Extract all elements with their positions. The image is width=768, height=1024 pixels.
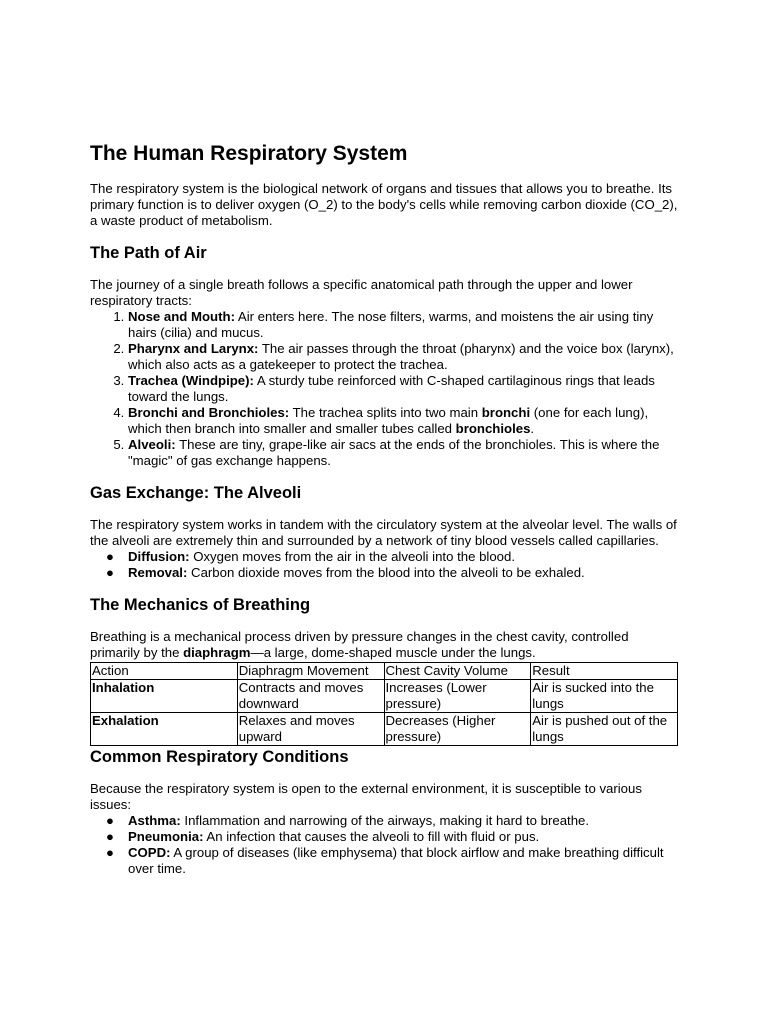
conditions-intro: Because the respiratory system is open to the external environment, it is susceptible to various issues: [90,781,642,812]
list-item [106,813,678,829]
list-item-text: (one for each lung), which then branch into smaller and smaller tubes called [128,405,649,436]
heading-conditions: Common Respiratory Conditions [90,748,349,766]
list-item-text: A group of diseases (like emphysema) that block airflow and make breathing difficult over time. [128,845,664,876]
list-item [106,565,678,581]
path-of-air-intro: The journey of a single breath follows a specific anatomical path through the upper and lower respiratory tracts: [90,277,633,308]
bullet-icon: ● [106,845,114,860]
list-item-term: Removal: [128,565,188,580]
list-item-term: Alveoli: [128,437,176,452]
list-item [106,829,678,845]
list-item-text: A sturdy tube reinforced with C-shaped cartilaginous rings that leads toward the lungs. [128,373,655,404]
list-item [106,845,678,877]
list-item-term: Pharynx and Larynx: [128,341,259,356]
table-cell: Decreases (Higher pressure) [384,713,531,746]
list-item [128,341,678,373]
list-item-term: Trachea (Windpipe): [128,373,254,388]
bullet-icon: ● [106,829,114,844]
table-header-cell: Action [91,663,238,680]
table-cell-action-text: Exhalation [92,713,159,728]
page-title: The Human Respiratory System [90,142,408,165]
table-header-row [91,663,678,680]
table-cell-action [91,713,238,746]
heading-gas-exchange: Gas Exchange: The Alveoli [90,484,302,502]
list-item-term: Bronchi and Bronchioles: [128,405,290,420]
gas-exchange-list [90,549,678,581]
table-cell-action-text: Inhalation [92,680,155,695]
table-header-cell: Chest Cavity Volume [384,663,531,680]
bullet-icon: ● [106,549,114,564]
table-cell: Air is pushed out of the lungs [531,713,678,746]
mechanics-intro-a: Breathing is a mechanical process driven by pressure changes in the chest cavity, controlled primarily by the [90,629,629,660]
mechanics-intro [90,629,678,661]
intro-paragraph: The respiratory system is the biological network of organs and tissues that allows you to breathe. Its primary function is to deliver oxygen (O_2) to the body's cells while removing carbon dioxide (CO_2), a waste product of metabolism. [90,181,678,228]
bullet-icon: ● [106,565,114,580]
list-item-text: These are tiny, grape-like air sacs at the ends of the bronchioles. This is where the "magic" of gas exchange happens. [128,437,660,468]
heading-mechanics: The Mechanics of Breathing [90,596,311,614]
list-item-text: The trachea splits into two main [289,405,482,420]
list-item [128,309,678,341]
table-cell: Increases (Lower pressure) [384,680,531,713]
heading-path-of-air: The Path of Air [90,244,207,262]
list-item-text: Carbon dioxide moves from the blood into the alveoli to be exhaled. [187,565,585,580]
list-item [106,549,678,565]
list-item [128,373,678,405]
table-cell-action [91,680,238,713]
table-cell: Contracts and moves downward [237,680,384,713]
gas-exchange-intro: The respiratory system works in tandem with the circulatory system at the alveolar level. The walls of the alveoli are extremely thin and surrounded by a network of tiny blood vessels called capillaries. [90,517,677,548]
list-item [128,437,678,469]
conditions-list [90,813,678,877]
list-item-term: Diffusion: [128,549,190,564]
mechanics-intro-b: —a large, dome-shaped muscle under the lungs. [250,645,536,660]
mechanics-intro-bold: diaphragm [183,645,251,660]
list-item-text: Air enters here. The nose filters, warms, and moistens the air using tiny hairs (cilia) and mucus. [128,309,654,340]
list-item-bold: bronchi [481,405,531,420]
list-item-term: COPD: [128,845,171,860]
bullet-icon: ● [106,813,114,828]
list-item-text: An infection that causes the alveoli to fill with fluid or pus. [203,829,540,844]
table-cell: Relaxes and moves upward [237,713,384,746]
list-item-text: Inflammation and narrowing of the airways, making it hard to breathe. [180,813,590,828]
breathing-table [90,662,678,746]
table-cell: Air is sucked into the lungs [531,680,678,713]
table-header-cell: Diaphragm Movement [237,663,384,680]
table-header-cell: Result [531,663,678,680]
list-item [128,405,678,437]
table-row [91,713,678,746]
list-item-term: Pneumonia: [128,829,204,844]
list-item-text: Oxygen moves from the air in the alveoli into the blood. [189,549,515,564]
path-of-air-list [90,309,678,469]
table-row [91,680,678,713]
list-item-term: Asthma: [128,813,181,828]
list-item-bold: bronchioles [455,421,531,436]
list-item-text: The air passes through the throat (pharynx) and the voice box (larynx), which also acts as a gatekeeper to protect the trachea. [128,341,674,372]
list-item-term: Nose and Mouth: [128,309,235,324]
list-item-text: . [530,421,535,436]
